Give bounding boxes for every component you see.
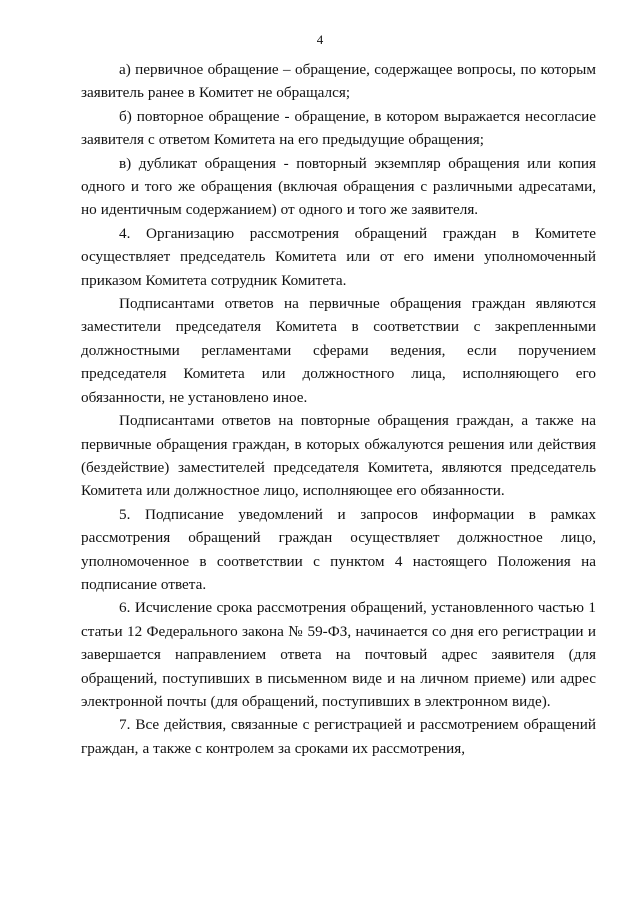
definition-primary-appeal: а) первичное обращение – обращение, содержащее вопросы, по которым заявитель ранее в Комитет не обращался; bbox=[81, 61, 596, 102]
document-body bbox=[81, 58, 596, 760]
page-number: 4 bbox=[316, 32, 324, 47]
clause-6-deadline: 6. Исчисление срока рассмотрения обращений, установленного частью 1 статьи 12 Федерального закона № 59-ФЗ, начинается со дня его регистрации и завершается направлением ответа на почтовый адрес заявителя (для обращений, поступивших в письменном виде и на личном приеме) или адрес электронной почты (для обращений, поступивших в электронном виде). bbox=[81, 599, 596, 710]
clause-5-notifications: 5. Подписание уведомлений и запросов информации в рамках рассмотрения обращений граждан осуществляет должностное лицо, уполномоченное в соответствии с пунктом 4 настоящего Положения на подписание ответа. bbox=[81, 505, 596, 593]
definition-repeat-appeal: б) повторное обращение - обращение, в котором выражается несогласие заявителя с ответом Комитета на его предыдущие обращения; bbox=[81, 107, 596, 149]
clause-4-organization: 4. Организацию рассмотрения обращений граждан в Комитете осуществляет председатель Комитета или от его имени уполномоченный приказом Комитета сотрудник Комитета. bbox=[81, 224, 596, 289]
definition-duplicate-appeal: в) дубликат обращения - повторный экземпляр обращения или копия одного и того же обращения (включая обращения с различными адресатами, но идентичным содержанием) от одного и того же заявителя. bbox=[81, 154, 596, 219]
clause-7-actions: 7. Все действия, связанные с регистрацией и рассмотрением обращений граждан, а также с контролем за сроками их рассмотрения, bbox=[81, 716, 596, 757]
clause-4-signatories-repeat: Подписантами ответов на повторные обращения граждан, а также на первичные обращения граждан, в которых обжалуются решения или действия (бездействие) заместителей председателя Комитета, являются председатель Комитета или должностное лицо, исполняющее его обязанности. bbox=[81, 412, 596, 500]
clause-4-signatories-primary: Подписантами ответов на первичные обращения граждан являются заместители председателя Комитета в соответствии с закрепленными должностными регламентами сферами ведения, если поручением председателя Комитета или должностного лица, исполняющего его обязанности, не установлено иное. bbox=[81, 295, 596, 406]
